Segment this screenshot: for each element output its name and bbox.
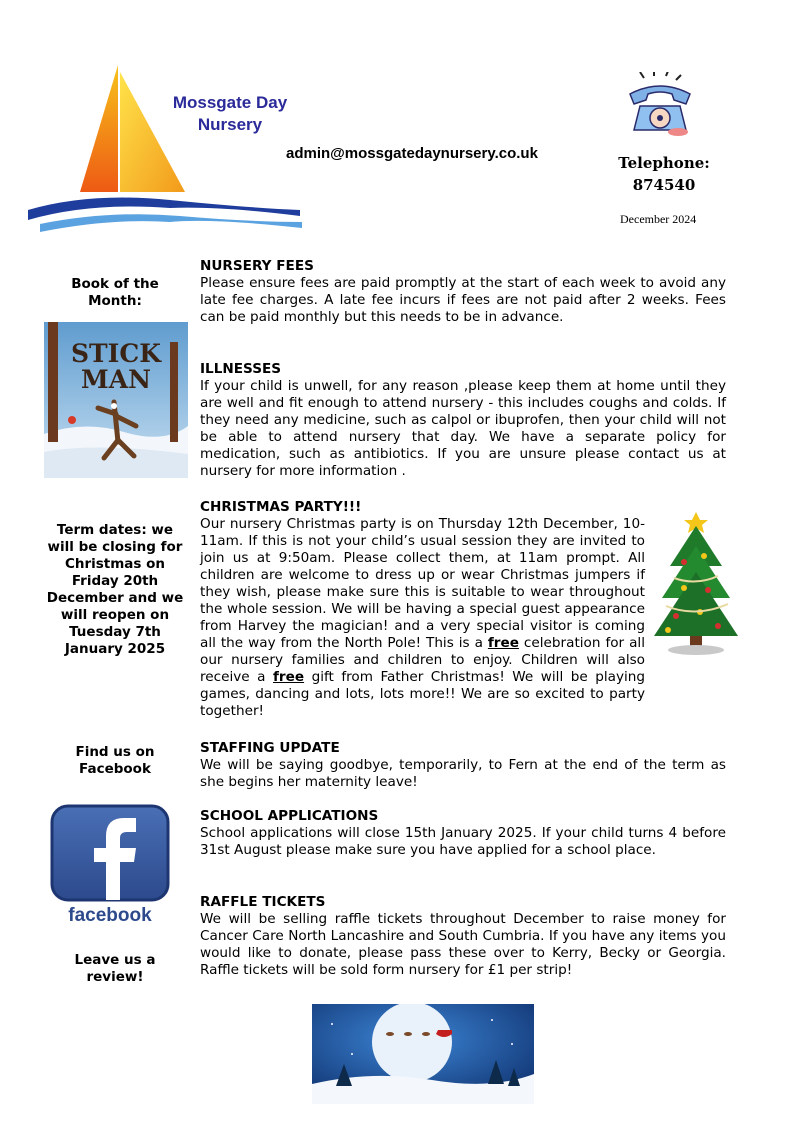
term-dates-notice: Term dates: we will be closing for Christmas on Friday 20th December and we will reopen on Tuesday 7th January 2025 <box>46 522 184 657</box>
book-title-line2: MAN <box>81 365 151 394</box>
stick-man-book-cover-icon <box>44 322 188 478</box>
sailboat-logo-icon <box>20 60 310 240</box>
email-address[interactable]: admin@mossgatedaynursery.co.uk <box>286 145 538 162</box>
telephone-label: Telephone: <box>618 154 710 172</box>
free-emphasis: free <box>273 669 305 685</box>
book-title-line1: STICK <box>71 339 161 368</box>
facebook-logo-icon[interactable] <box>50 804 170 926</box>
find-us-heading: Find us on Facebook <box>75 744 155 777</box>
christmas-tree-icon <box>648 506 744 658</box>
section-title: NURSERY FEES <box>200 258 314 274</box>
section-body <box>200 516 645 720</box>
logo-title <box>160 92 300 136</box>
section-title: STAFFING UPDATE <box>200 740 340 756</box>
section-raffle-tickets <box>200 894 726 979</box>
free-emphasis: free <box>487 635 519 651</box>
section-title: SCHOOL APPLICATIONS <box>200 808 379 824</box>
facebook-word: facebook <box>68 905 152 926</box>
santa-sleigh-moon-image <box>312 1004 534 1104</box>
section-nursery-fees <box>200 258 726 326</box>
section-body: Please ensure fees are paid promptly at the start of each week to avoid any late fee charges. A late fee incurs if fees are not paid after 2 weeks. Fees can be paid monthly but this needs to be in advance. <box>200 275 726 325</box>
issue-date: December 2024 <box>620 212 697 226</box>
section-title: RAFFLE TICKETS <box>200 894 326 910</box>
section-staffing-update <box>200 740 726 791</box>
section-body: If your child is unwell, for any reason ,please keep them at home until they are well and fit enough to attend nursery - this includes coughs and colds. If they need any medicine, such as calpol or ibuprofen, then your child will not be able to attend nursery that day. We have a separate policy for medication, such as antibiotics. If you are unsure please contact us at nursery for more information . <box>200 378 726 479</box>
telephone-block <box>606 152 722 196</box>
logo-line1: Mossgate Day <box>172 93 288 112</box>
book-of-month-heading: Book of the Month: <box>71 276 159 309</box>
section-illnesses <box>200 361 726 480</box>
telephone-number[interactable]: 874540 <box>632 176 696 194</box>
section-body: School applications will close 15th January 2025. If your child turns 4 before 31st August please make sure you have applied for a school place. <box>200 825 726 858</box>
telephone-icon <box>624 72 696 138</box>
christmas-text-part3: gift from Father Christmas! We will be playing games, dancing and lots, lots more!! We are so excited to party together! <box>200 669 646 719</box>
christmas-text-part2: celebration for all our nursery families and children to enjoy. Children will also receive a <box>200 635 645 685</box>
section-title: ILLNESSES <box>200 361 282 377</box>
section-body: We will be saying goodbye, temporarily, to Fern at the end of the term as she begins her maternity leave! <box>200 757 726 790</box>
section-body: We will be selling raffle tickets throughout December to raise money for Cancer Care North Lancashire and South Cumbria. If you have any items you would like to donate, please pass these over to Kerry, Becky or Georgia. Raffle tickets will be sold form nursery for £1 per strip! <box>200 911 726 978</box>
section-title: CHRISTMAS PARTY!!! <box>200 499 362 515</box>
christmas-text-part1: Our nursery Christmas party is on Thursday 12th December, 10-11am. If this is not your child’s usual session they are invited to join us at 9:50am. Please collect them, at 11am prompt. All children are welcome to dress up or wear Christmas jumpers if they wish, please make sure this is suitable to wear throughout the whole session. We will be having a special guest appearance from Harvey the magician! and a very special visitor is coming all the way from the North Pole! This is a <box>200 516 645 651</box>
section-school-applications <box>200 808 726 859</box>
logo-line2: Nursery <box>197 115 263 134</box>
leave-review-note[interactable]: Leave us a review! <box>74 952 156 985</box>
